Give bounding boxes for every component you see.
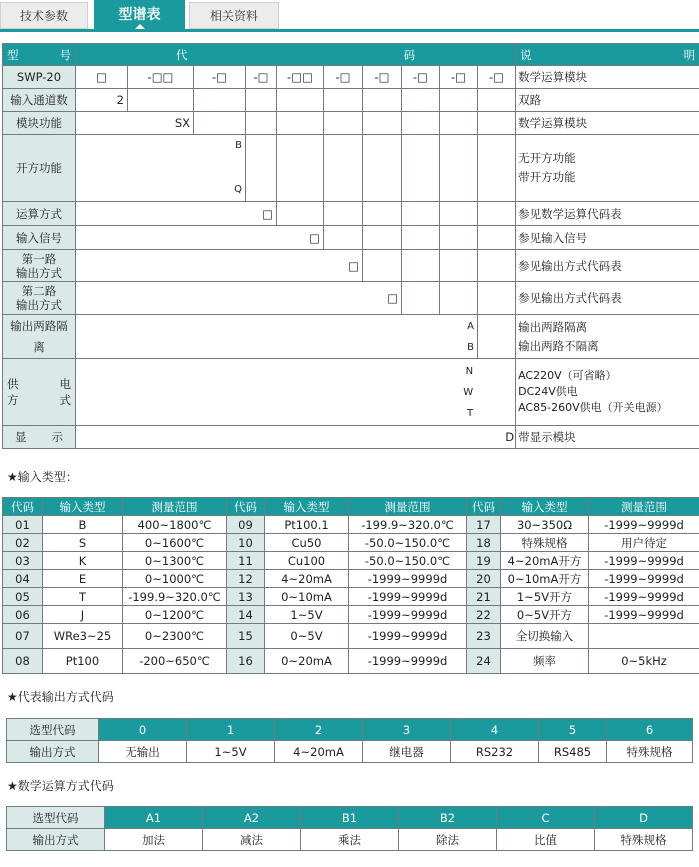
math-mode: 特殊规格 — [595, 829, 693, 851]
op-mode-label: 运算方式 — [3, 202, 76, 226]
output-mode: RS485 — [539, 741, 607, 763]
input-type-code: 02 — [3, 534, 43, 552]
display-label: 显 示 — [3, 426, 76, 449]
op-mode-row — [3, 202, 699, 226]
output-code: 4 — [451, 719, 539, 741]
input-types-header-cell: 测量范围 — [123, 498, 227, 516]
input-type-range: 0~1200℃ — [123, 606, 227, 624]
input-type-code: 24 — [467, 649, 501, 674]
header-row — [3, 44, 699, 66]
active-tab-arrow — [135, 24, 145, 29]
input-type-name: 0~10mA开方 — [501, 570, 589, 588]
input-type-code: 09 — [227, 516, 265, 534]
math-codes-table — [6, 806, 693, 851]
display-code: D — [76, 426, 516, 449]
input-type-name: Pt100 — [43, 649, 123, 674]
isolation-label: 输出两路隔 离 — [3, 315, 76, 359]
swp-code: -□ — [363, 66, 402, 89]
input-type-row — [3, 624, 699, 649]
input-type-range: 0~1300℃ — [123, 552, 227, 570]
input-type-code: 07 — [3, 624, 43, 649]
module-function-code: SX — [76, 112, 194, 135]
input-type-range: -1999~9999d — [349, 624, 467, 649]
math-code: A1 — [105, 807, 203, 829]
out2-label: 第二路 输出方式 — [3, 282, 76, 315]
input-channels-desc: 双路 — [516, 89, 699, 112]
output-codes-row — [7, 719, 693, 741]
display-row — [3, 426, 699, 449]
math-mode: 除法 — [399, 829, 497, 851]
header-type: 型 号 — [3, 44, 76, 66]
input-channels-code: 2 — [76, 89, 128, 112]
output-mode: 1~5V — [187, 741, 275, 763]
input-type-code: 05 — [3, 588, 43, 606]
output-code: 1 — [187, 719, 275, 741]
input-type-code: 01 — [3, 516, 43, 534]
math-mode: 比值 — [497, 829, 595, 851]
input-types-header-cell: 输入类型 — [501, 498, 589, 516]
tab-tech-params[interactable]: 技术参数 — [0, 2, 88, 29]
swp-code: -□ — [246, 66, 277, 89]
math-mode: 减法 — [203, 829, 301, 851]
out2-code: □ — [76, 282, 402, 315]
input-type-name: 30~350Ω — [501, 516, 589, 534]
input-type-name: 4~20mA开方 — [501, 552, 589, 570]
swp-code: □ — [76, 66, 128, 89]
swp-code: -□ — [402, 66, 440, 89]
input-type-range: -1999~9999d — [589, 552, 699, 570]
input-type-name: B — [43, 516, 123, 534]
input-type-name: 0~20mA — [265, 649, 349, 674]
output-codes-table — [6, 718, 693, 763]
output-code: 0 — [99, 719, 187, 741]
input-type-range: -1999~9999d — [589, 516, 699, 534]
input-type-code: 20 — [467, 570, 501, 588]
input-type-name: 0~10mA — [265, 588, 349, 606]
input-type-range: 0~2300℃ — [123, 624, 227, 649]
output-code: 6 — [607, 719, 693, 741]
input-type-row — [3, 552, 699, 570]
input-type-name: S — [43, 534, 123, 552]
tab-related-docs[interactable]: 相关资料 — [189, 2, 279, 29]
output-mode: 4~20mA — [275, 741, 363, 763]
sqrt-row — [3, 135, 699, 202]
header-desc: 说 明 — [516, 44, 699, 66]
input-signal-code: □ — [76, 226, 324, 250]
input-type-code: 03 — [3, 552, 43, 570]
input-type-range: 用户待定 — [589, 534, 699, 552]
input-type-range: -1999~9999d — [349, 588, 467, 606]
math-modes-row — [7, 829, 693, 851]
input-type-row — [3, 516, 699, 534]
input-type-row — [3, 606, 699, 624]
input-type-range: -50.0~150.0℃ — [349, 552, 467, 570]
math-code: C — [497, 807, 595, 829]
input-type-code: 04 — [3, 570, 43, 588]
input-type-code: 15 — [227, 624, 265, 649]
op-mode-code: □ — [76, 202, 277, 226]
input-type-name: K — [43, 552, 123, 570]
swp-row — [3, 66, 699, 89]
power-row — [3, 359, 699, 426]
input-types-header-cell: 代码 — [3, 498, 43, 516]
math-mode: 加法 — [105, 829, 203, 851]
out2-desc: 参见输出方式代码表 — [516, 282, 699, 315]
output-code: 3 — [363, 719, 451, 741]
input-type-code: 13 — [227, 588, 265, 606]
tab-bar — [0, 0, 699, 32]
math-codes-row — [7, 807, 693, 829]
output-mode: 特殊规格 — [607, 741, 693, 763]
math-code: D — [595, 807, 693, 829]
input-type-row — [3, 588, 699, 606]
output-modes-row — [7, 741, 693, 763]
output-mode: 无输出 — [99, 741, 187, 763]
input-types-header-cell: 代码 — [227, 498, 265, 516]
input-type-code: 18 — [467, 534, 501, 552]
input-type-range: 400~1800℃ — [123, 516, 227, 534]
input-type-code: 17 — [467, 516, 501, 534]
input-type-row — [3, 570, 699, 588]
input-type-code: 22 — [467, 606, 501, 624]
swp-desc: 数学运算模块 — [516, 66, 699, 89]
input-type-range: -199.9~320.0℃ — [349, 516, 467, 534]
input-type-range — [589, 624, 699, 649]
input-type-range: -1999~9999d — [589, 606, 699, 624]
input-type-code: 10 — [227, 534, 265, 552]
tab-model-spectrum-label: 型谱表 — [118, 7, 161, 23]
input-type-range: -1999~9999d — [349, 649, 467, 674]
out1-label: 第一路 输出方式 — [3, 250, 76, 282]
isolation-desc: 输出两路隔离 输出两路不隔离 — [516, 315, 699, 359]
input-types-header-cell: 输入类型 — [265, 498, 349, 516]
input-type-range: -1999~9999d — [589, 570, 699, 588]
output-code: 2 — [275, 719, 363, 741]
tab-model-spectrum[interactable] — [94, 0, 185, 29]
input-type-code: 14 — [227, 606, 265, 624]
input-types-header — [3, 498, 699, 516]
input-channels-row — [3, 89, 699, 112]
output-code: 5 — [539, 719, 607, 741]
input-type-name: 频率 — [501, 649, 589, 674]
input-signal-label: 输入信号 — [3, 226, 76, 250]
input-type-name: 0~5V — [265, 624, 349, 649]
output-codes-title: ★代表输出方式代码 — [7, 690, 114, 704]
input-type-range: 0~1000℃ — [123, 570, 227, 588]
input-type-code: 06 — [3, 606, 43, 624]
sqrt-codes: B Q — [76, 135, 246, 202]
input-types-header-cell: 代码 — [467, 498, 501, 516]
input-channels-label: 输入通道数 — [3, 89, 76, 112]
input-types-header-cell: 输入类型 — [43, 498, 123, 516]
input-type-name: J — [43, 606, 123, 624]
output-code-label: 选型代码 — [7, 719, 99, 741]
input-type-range: -1999~9999d — [589, 588, 699, 606]
isolation-codes: A B — [76, 315, 478, 359]
out1-code: □ — [76, 250, 363, 282]
input-type-range: -199.9~320.0℃ — [123, 588, 227, 606]
input-type-range: -50.0~150.0℃ — [349, 534, 467, 552]
input-signal-row — [3, 226, 699, 250]
input-types-table — [2, 497, 699, 674]
input-type-name: Cu50 — [265, 534, 349, 552]
module-function-desc: 数学运算模块 — [516, 112, 699, 135]
input-type-name: 特殊规格 — [501, 534, 589, 552]
math-code: B2 — [399, 807, 497, 829]
isolation-row — [3, 315, 699, 359]
input-type-name: 1~5V开方 — [501, 588, 589, 606]
output-mode-label: 输出方式 — [7, 741, 99, 763]
input-type-range: 0~5kHz — [589, 649, 699, 674]
op-mode-desc: 参见数学运算代码表 — [516, 202, 699, 226]
input-type-range: -200~650℃ — [123, 649, 227, 674]
math-codes-title: ★数学运算方式代码 — [7, 779, 114, 793]
model-spectrum-table — [2, 43, 699, 449]
math-code: A2 — [203, 807, 301, 829]
power-codes: N W T — [76, 359, 516, 426]
input-type-code: 12 — [227, 570, 265, 588]
input-type-name: 1~5V — [265, 606, 349, 624]
math-mode: 乘法 — [301, 829, 399, 851]
out1-desc: 参见输出方式代码表 — [516, 250, 699, 282]
sqrt-label: 开方功能 — [3, 135, 76, 202]
input-type-code: 16 — [227, 649, 265, 674]
input-type-code: 11 — [227, 552, 265, 570]
input-types-title: ★输入类型： — [7, 470, 78, 484]
input-type-name: Cu100 — [265, 552, 349, 570]
input-types-header-cell: 测量范围 — [589, 498, 699, 516]
power-label: 供 电 方 式 — [3, 359, 76, 426]
input-type-name: 4~20mA — [265, 570, 349, 588]
out2-row — [3, 282, 699, 315]
input-type-row — [3, 534, 699, 552]
swp-code: -□□ — [128, 66, 194, 89]
math-code-label: 选型代码 — [7, 807, 105, 829]
input-type-range: -1999~9999d — [349, 570, 467, 588]
display-desc: 带显示模块 — [516, 426, 699, 449]
swp-code: -□ — [440, 66, 478, 89]
input-type-code: 08 — [3, 649, 43, 674]
output-mode: 继电器 — [363, 741, 451, 763]
input-type-code: 19 — [467, 552, 501, 570]
swp-label: SWP-20 — [3, 66, 76, 89]
input-type-name: T — [43, 588, 123, 606]
input-type-name: WRe3~25 — [43, 624, 123, 649]
math-mode-label: 输出方式 — [7, 829, 105, 851]
input-type-code: 23 — [467, 624, 501, 649]
module-function-label: 模块功能 — [3, 112, 76, 135]
input-type-range: -1999~9999d — [349, 606, 467, 624]
header-code: 代 码 — [76, 44, 516, 66]
input-type-row — [3, 649, 699, 674]
swp-code: -□□ — [277, 66, 324, 89]
input-type-name: 0~5V开方 — [501, 606, 589, 624]
input-type-name: Pt100.1 — [265, 516, 349, 534]
out1-row — [3, 250, 699, 282]
input-types-header-cell: 测量范围 — [349, 498, 467, 516]
output-mode: RS232 — [451, 741, 539, 763]
input-type-range: 0~1600℃ — [123, 534, 227, 552]
math-code: B1 — [301, 807, 399, 829]
input-type-code: 21 — [467, 588, 501, 606]
swp-code: -□ — [194, 66, 246, 89]
module-function-row — [3, 112, 699, 135]
sqrt-desc: 无开方功能 带开方功能 — [516, 135, 699, 202]
input-type-name: 全切换输入 — [501, 624, 589, 649]
swp-code: -□ — [324, 66, 363, 89]
power-desc: AC220V（可省略） DC24V供电 AC85-260V供电（开关电源） — [516, 359, 699, 426]
swp-code: -□ — [478, 66, 516, 89]
input-signal-desc: 参见输入信号 — [516, 226, 699, 250]
input-type-name: E — [43, 570, 123, 588]
